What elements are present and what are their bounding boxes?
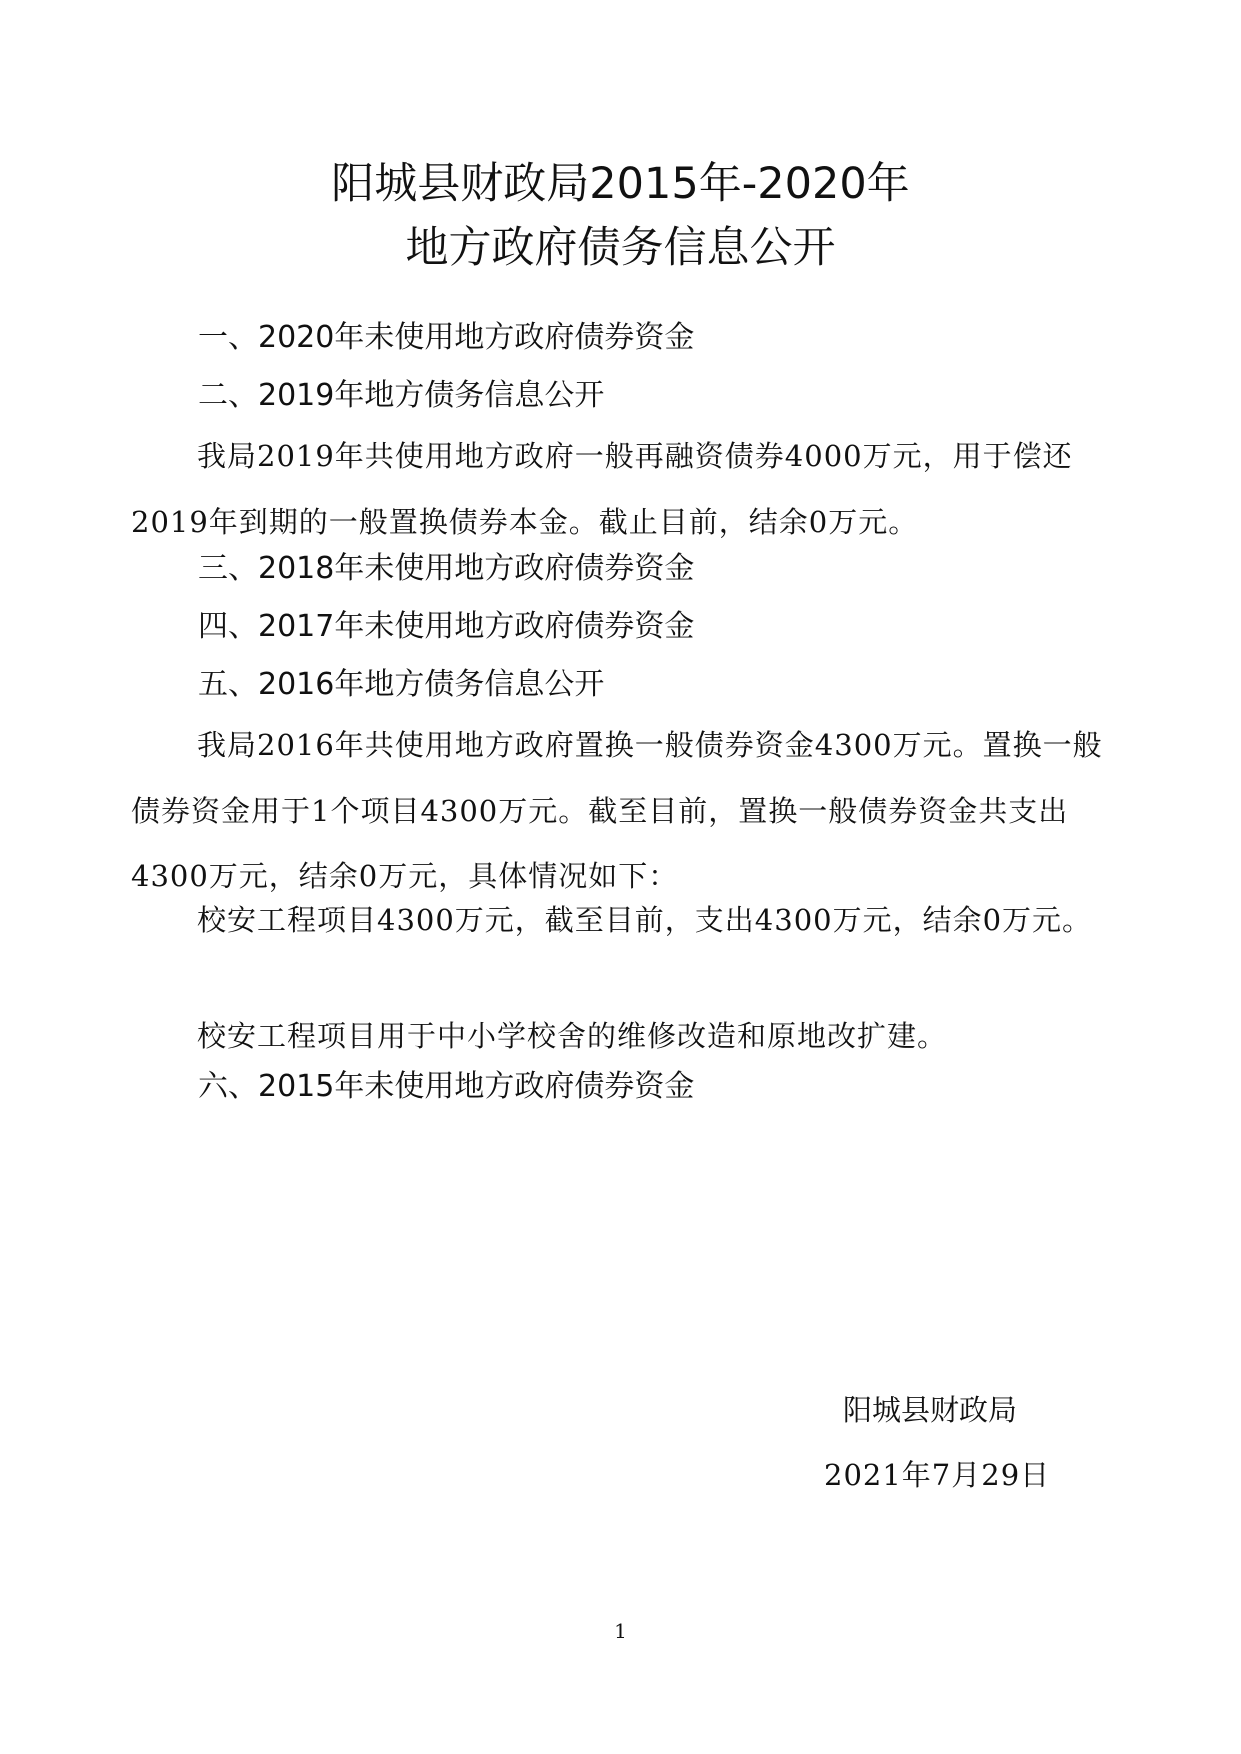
- section-heading-2017: 四、2017年未使用地方政府债券资金: [198, 609, 695, 644]
- section-paragraph-2016-usage: 校安工程项目用于中小学校舍的维修改造和原地改扩建。: [197, 1019, 948, 1053]
- signature-organization: 阳城县财政局: [843, 1393, 1018, 1427]
- section-heading-2019: 二、2019年地方债务信息公开: [198, 378, 605, 413]
- section-paragraph-2019: 我局2019年共使用地方政府一般再融资债券4000万元，用于偿还2019年到期的一般置换债券本金。截止目前，结余0万元。: [131, 439, 1073, 539]
- page-number: 1: [614, 1619, 627, 1643]
- section-heading-2018: 三、2018年未使用地方政府债券资金: [198, 551, 695, 586]
- section-heading-2020: 一、2020年未使用地方政府债券资金: [198, 320, 695, 355]
- section-paragraph-2016: 我局2016年共使用地方政府置换一般债券资金4300万元。置换一般债券资金用于1个项目4300万元。截至目前，置换一般债券资金共支出4300万元，结余0万元，具体情况如下：: [131, 728, 1103, 893]
- signature-date: 2021年7月29日: [824, 1458, 1051, 1492]
- section-paragraph-2016-project: 校安工程项目4300万元，截至目前，支出4300万元，结余0万元。: [197, 903, 1093, 937]
- section-heading-2015: 六、2015年未使用地方政府债券资金: [198, 1069, 695, 1104]
- document-title-line-2: 地方政府债务信息公开: [405, 223, 836, 273]
- section-heading-2016: 五、2016年地方债务信息公开: [198, 667, 605, 702]
- document-title-line-1: 阳城县财政局2015年-2020年: [331, 159, 910, 209]
